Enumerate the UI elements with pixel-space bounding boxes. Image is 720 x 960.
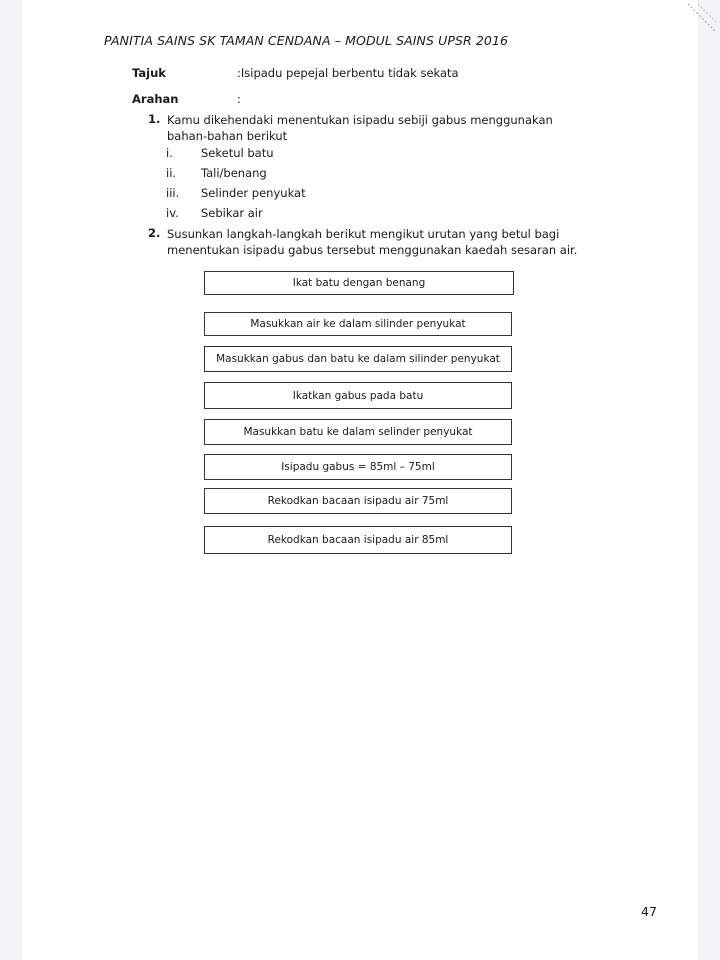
question-2-line-2: menentukan isipadu gabus tersebut menggunakan kaedah sesaran air. [167,243,578,257]
step-box: Rekodkan bacaan isipadu air 75ml [204,488,512,514]
question-2-number: 2. [148,226,161,240]
question-1-number: 1. [148,112,161,126]
question-2-text [167,226,577,258]
list-item: Selinder penyukat [201,186,306,200]
arahan-label: Arahan [132,92,179,106]
list-item-number: ii. [166,166,177,180]
list-item: Sebikar air [201,206,263,220]
list-item: Tali/benang [201,166,267,180]
list-item-number: iv. [166,206,179,220]
list-item-number: i. [166,146,173,160]
step-box: Masukkan air ke dalam silinder penyukat [204,312,512,336]
step-box: Masukkan gabus dan batu ke dalam silinder penyukat [204,346,512,372]
list-item: Seketul batu [201,146,274,160]
step-box: Isipadu gabus = 85ml – 75ml [204,454,512,480]
page-corner-icon [686,2,718,34]
document-page [22,0,698,960]
step-box: Ikat batu dengan benang [204,271,514,295]
step-box: Masukkan batu ke dalam selinder penyukat [204,419,512,445]
question-2-line-1: Susunkan langkah-langkah berikut mengikut urutan yang betul bagi [167,227,560,241]
arahan-colon: : [237,92,241,106]
page-number: 47 [641,904,657,919]
list-item-number: iii. [166,186,180,200]
tajuk-label: Tajuk [132,66,166,80]
page-header: PANITIA SAINS SK TAMAN CENDANA – MODUL SAINS UPSR 2016 [104,33,509,48]
step-box: Ikatkan gabus pada batu [204,382,512,409]
step-box: Rekodkan bacaan isipadu air 85ml [204,526,512,554]
question-1-line-2: bahan-bahan berikut [167,129,288,143]
tajuk-value: :Isipadu pepejal berbentu tidak sekata [237,66,459,80]
question-1-line-1: Kamu dikehendaki menentukan isipadu sebiji gabus menggunakan [167,113,553,127]
question-1-text [167,112,553,144]
